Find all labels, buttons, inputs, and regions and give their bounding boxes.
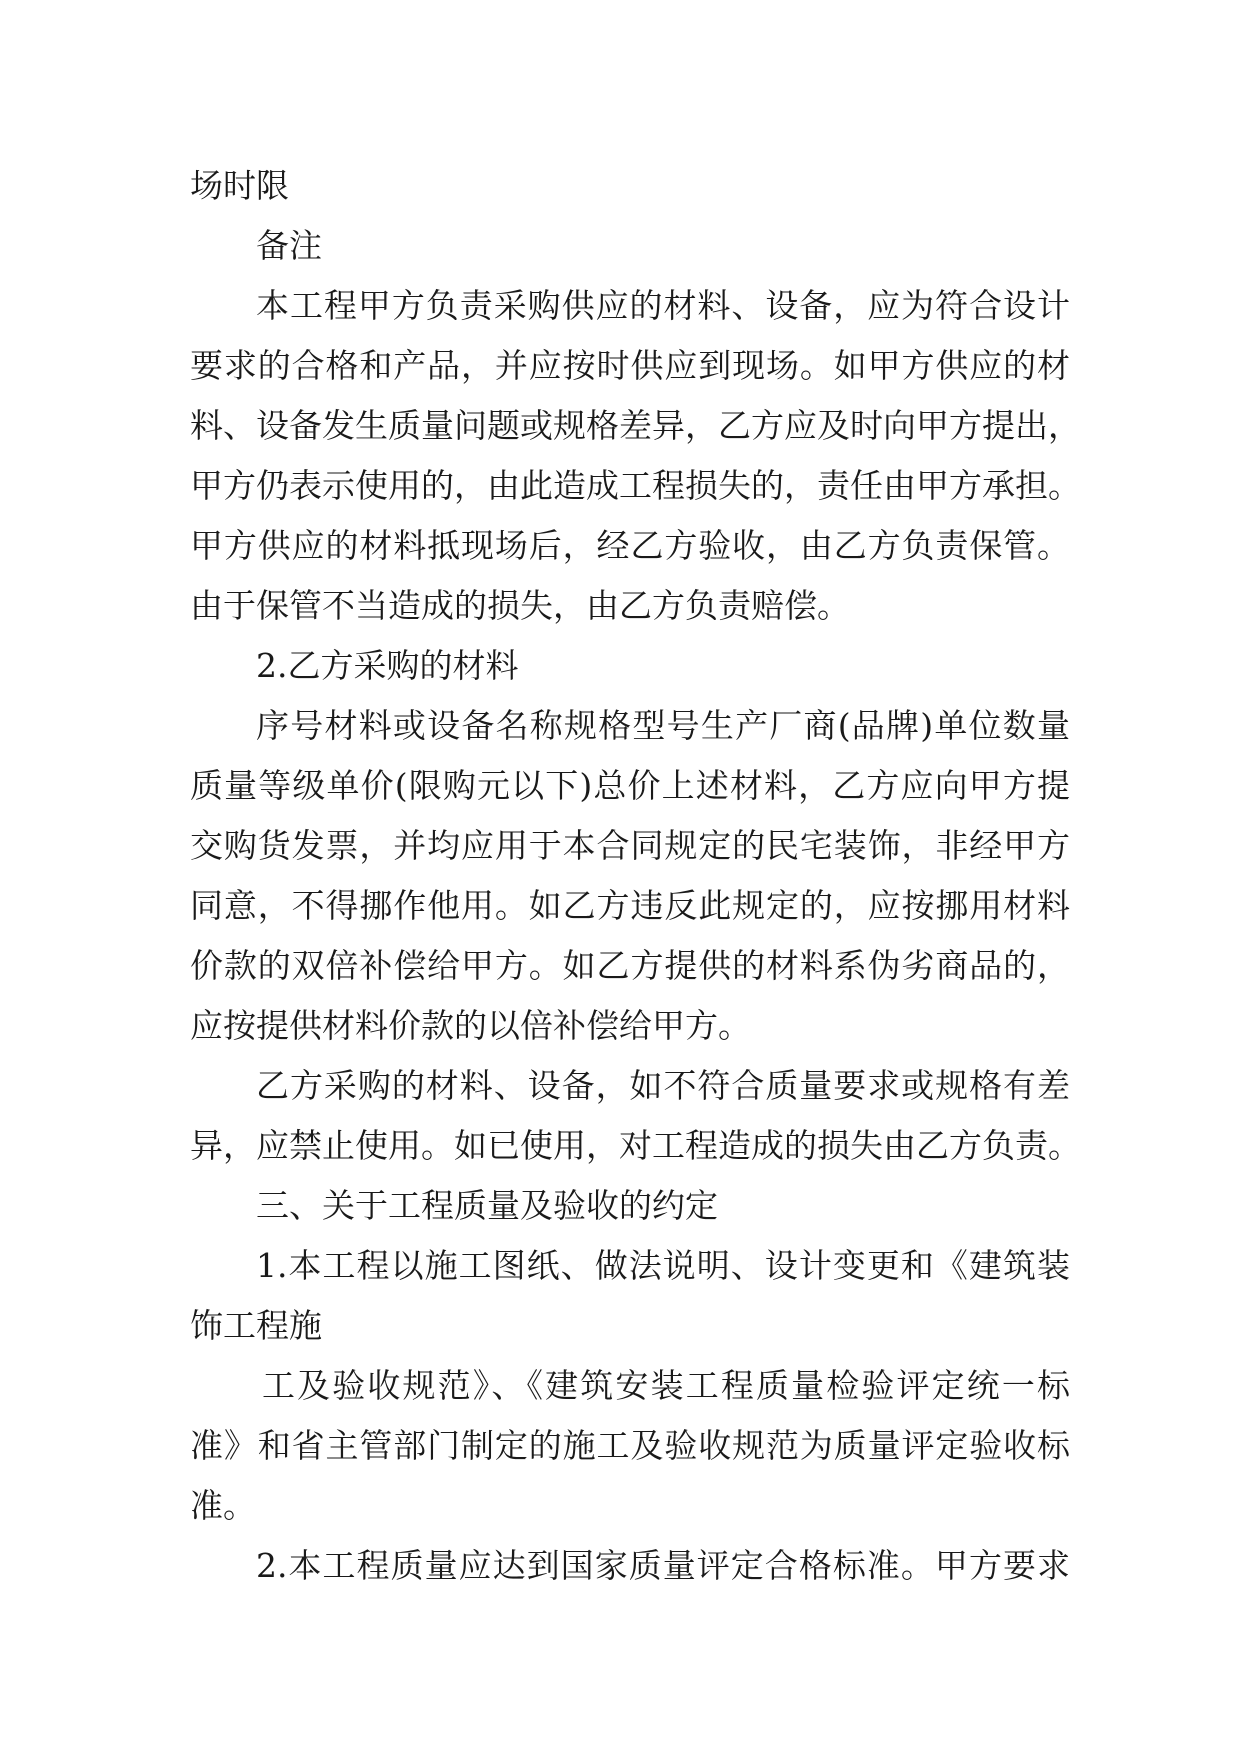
text-line: 由于保管不当造成的损失，由乙方负责赔偿。 xyxy=(190,586,850,625)
text-line: 应按提供材料价款的以倍补偿给甲方。 xyxy=(190,1006,751,1045)
text-line: 价款的双倍补偿给甲方。如乙方提供的材料系伪劣商品的， xyxy=(190,946,1070,985)
text-line: 饰工程施 xyxy=(190,1306,322,1345)
text-line: 乙方采购的材料、设备，如不符合质量要求或规格有差 xyxy=(256,1066,1070,1105)
text-line: 要求的合格和产品，并应按时供应到现场。如甲方供应的材 xyxy=(190,346,1070,385)
text-line: 同意，不得挪作他用。如乙方违反此规定的，应按挪用材料 xyxy=(190,886,1070,925)
text-line: 甲方仍表示使用的，由此造成工程损失的，责任由甲方承担。 xyxy=(190,466,1081,505)
text-line: 三、关于工程质量及验收的约定 xyxy=(256,1186,718,1225)
text-line: 2.本工程质量应达到国家质量评定合格标准。甲方要求 xyxy=(256,1546,1070,1585)
document-body xyxy=(190,156,1081,1596)
text-line: 本工程甲方负责采购供应的材料、设备，应为符合设计 xyxy=(256,286,1070,325)
text-line: 场时限 xyxy=(190,166,289,205)
text-line: 2.乙方采购的材料 xyxy=(256,646,519,685)
text-line: 备注 xyxy=(256,226,322,265)
text-line: 交购货发票，并均应用于本合同规定的民宅装饰，非经甲方 xyxy=(190,826,1070,865)
text-line: 质量等级单价(限购元以下)总价上述材料，乙方应向甲方提 xyxy=(190,766,1070,805)
text-line: 料、设备发生质量问题或规格差异，乙方应及时向甲方提出， xyxy=(190,406,1081,445)
text-line: 工及验收规范》、《建筑安装工程质量检验评定统一标 xyxy=(262,1366,1070,1405)
text-line: 准。 xyxy=(190,1486,256,1525)
text-line: 异，应禁止使用。如已使用，对工程造成的损失由乙方负责。 xyxy=(190,1126,1081,1165)
text-line: 1.本工程以施工图纸、做法说明、设计变更和《建筑装 xyxy=(256,1246,1070,1285)
text-line: 甲方供应的材料抵现场后，经乙方验收，由乙方负责保管。 xyxy=(190,526,1070,565)
text-line: 序号材料或设备名称规格型号生产厂商(品牌)单位数量 xyxy=(256,706,1070,745)
text-line: 准》和省主管部门制定的施工及验收规范为质量评定验收标 xyxy=(190,1426,1070,1465)
